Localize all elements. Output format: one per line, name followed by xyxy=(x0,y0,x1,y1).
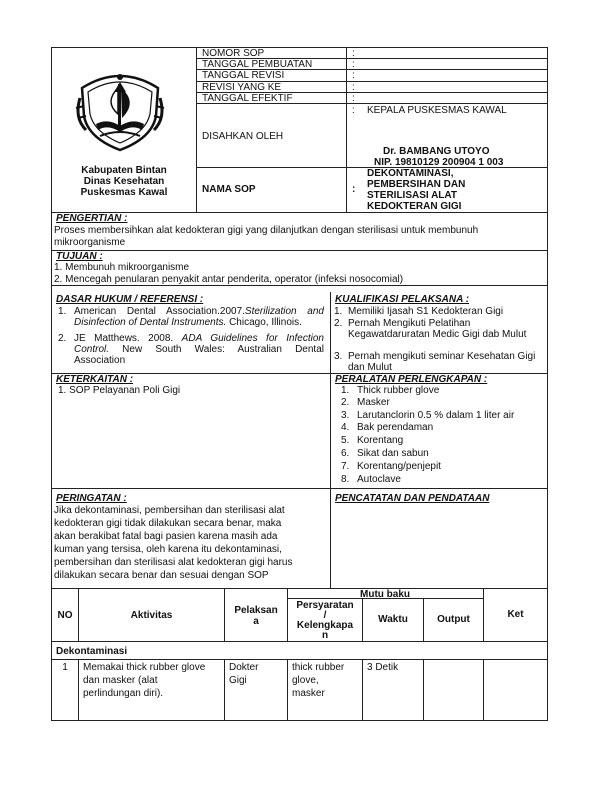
peralatan-item: Larutanclorin 0.5 % dalam 1 liter air xyxy=(357,410,515,421)
peralatan-item: Korentang/penjepit xyxy=(357,461,441,472)
col-line xyxy=(362,659,363,720)
col-header-output: Output xyxy=(437,614,470,625)
rule xyxy=(51,285,548,286)
nama-sop-line-1: DEKONTAMINASI, xyxy=(367,168,454,179)
column-divider xyxy=(330,292,331,588)
dasar-hukum-num-2: 2. xyxy=(58,333,67,344)
peralatan-num: 6. xyxy=(341,448,350,459)
kualifikasi-num-3: 3. xyxy=(334,351,343,362)
org-line-1: Kabupaten Bintan xyxy=(81,165,167,176)
meta-label-tanggal-revisi: TANGGAL REVISI xyxy=(202,70,285,81)
mutu-baku-header: Mutu baku xyxy=(360,589,410,600)
peralatan-num: 1. xyxy=(341,385,350,396)
header-divider-2 xyxy=(346,47,347,212)
ref-place: New South Wales: Australian Dental Association xyxy=(74,344,324,366)
meta-label-revisi-ke: REVISI YANG KE xyxy=(202,82,282,93)
meta-sep: : xyxy=(352,59,355,70)
peralatan-item: Thick rubber glove xyxy=(357,385,440,396)
pengertian-heading: PENGERTIAN : xyxy=(56,213,128,224)
peringatan-line: pembersihan dan sterilisasi alat kedokteran gigi harus xyxy=(54,557,293,568)
col-header-aktivitas: Aktivitas xyxy=(130,610,173,621)
peringatan-line: dilakukan secara benar dan sesuai dengan SOP xyxy=(54,570,269,581)
meta-label-tanggal-pembuatan: TANGGAL PEMBUATAN xyxy=(202,59,313,70)
keterkaitan-heading: KETERKAITAN : xyxy=(56,374,134,385)
peralatan-num: 5. xyxy=(341,435,350,446)
ref-title: ADA Guidelines for Infection Control. xyxy=(74,333,324,355)
border-top xyxy=(51,47,548,48)
approver-nip: NIP. 19810129 200904 1 003 xyxy=(374,157,504,168)
col-line xyxy=(423,659,424,720)
row-persyaratan-2: glove, xyxy=(292,675,319,686)
meta-sep: : xyxy=(352,48,355,59)
dasar-hukum-num-1: 1. xyxy=(58,306,67,317)
peringatan-line: kuman yang tersisa, oleh karena itu dekontaminasi, xyxy=(54,544,282,555)
col-line xyxy=(287,659,288,720)
kualifikasi-num-2: 2. xyxy=(334,318,343,329)
border-right xyxy=(547,47,548,721)
kualifikasi-item-2: Pernah Mengikuti Pelatihan Kegawatdaruratan Medic Gigi dab Mulut xyxy=(348,318,527,340)
col-header-pelaksana: Pelaksan xyxy=(234,605,278,616)
ref-place: Chicago, Illinois. xyxy=(226,317,302,328)
row-aktivitas-1: Memakai thick rubber glove xyxy=(83,662,206,673)
col-header-persyaratan: Persyaratan xyxy=(296,600,354,611)
row-waktu: 3 Detik xyxy=(367,662,399,673)
rule xyxy=(51,488,548,489)
kualifikasi-item-1: Memiliki Ijasah S1 Kedokteran Gigi xyxy=(348,306,504,317)
col-header-persyaratan-2: / xyxy=(323,610,327,621)
col-line xyxy=(224,659,225,720)
ref-author: American Dental Association.2007. xyxy=(74,306,245,317)
border-bottom xyxy=(51,720,548,721)
peralatan-num: 4. xyxy=(341,422,350,433)
kualifikasi-heading: KUALIFIKASI PELAKSANA : xyxy=(335,294,470,305)
header-divider xyxy=(196,47,197,212)
approver-title: KEPALA PUSKESMAS KAWAL xyxy=(367,105,507,116)
pencatatan-heading: PENCATATAN DAN PENDATAAN xyxy=(335,493,490,504)
peralatan-num: 3. xyxy=(341,410,350,421)
peringatan-heading: PERINGATAN : xyxy=(56,493,127,504)
ref-title: Sterilization and Disinfection of Dental Instruments. xyxy=(74,306,324,328)
tujuan-item-2: 2. Mencegah penularan penyakit antar penderita, operator (infeksi nosocomial) xyxy=(54,274,404,285)
peralatan-heading: PERALATAN PERLENGKAPAN : xyxy=(335,374,488,385)
nama-sop-sep: : xyxy=(352,184,356,195)
row-no: 1 xyxy=(62,662,68,673)
nama-sop-line-4: KEDOKTERAN GIGI xyxy=(367,201,462,212)
col-header-no: NO xyxy=(57,610,73,621)
peralatan-num: 2. xyxy=(341,397,350,408)
peralatan-item: Sikat dan sabun xyxy=(357,448,429,459)
meta-label-nomor: NOMOR SOP xyxy=(202,48,265,59)
col-header-persyaratan-4: n xyxy=(321,630,329,641)
row-pelaksana-1: Dokter xyxy=(229,662,259,673)
meta-sep: : xyxy=(352,70,355,81)
nama-sop-line-3: STERILISASI ALAT xyxy=(367,190,457,201)
tujuan-item-1: 1. Membunuh mikroorganisme xyxy=(54,262,190,273)
nama-sop-line-2: PEMBERSIHAN DAN xyxy=(367,179,466,190)
col-line xyxy=(78,659,79,720)
meta-sep: : xyxy=(352,93,355,104)
rule xyxy=(51,659,548,660)
section-dekontaminasi: Dekontaminasi xyxy=(56,646,128,657)
org-line-3: Puskesmas Kawal xyxy=(80,187,168,198)
peringatan-line: akan berakibat fatal bagi pasien karena masih ada xyxy=(54,531,278,542)
row-aktivitas-3: perlindungan diri). xyxy=(83,688,164,699)
peralatan-num: 8. xyxy=(341,474,350,485)
col-header-ket: Ket xyxy=(507,609,524,620)
ref-author: JE Matthews. 2008. xyxy=(74,333,182,344)
org-line-2: Dinas Kesehatan xyxy=(83,176,165,187)
dasar-hukum-item-2 xyxy=(74,333,324,366)
row-aktivitas-2: dan masker (alat xyxy=(83,675,158,686)
peralatan-item: Korentang xyxy=(357,435,404,446)
row-persyaratan-1: thick rubber xyxy=(292,662,345,673)
regency-emblem-icon xyxy=(72,58,168,154)
disahkan-sep: : xyxy=(352,105,355,116)
pengertian-text-2: mikroorganisme xyxy=(54,237,126,248)
disahkan-label: DISAHKAN OLEH xyxy=(202,131,284,142)
col-header-persyaratan-3: Kelengkapa xyxy=(296,620,354,631)
peringatan-line: Jika dekontaminasi, pembersihan dan sterilisasi alat xyxy=(54,505,285,516)
row-persyaratan-3: masker xyxy=(292,688,325,699)
peralatan-num: 7. xyxy=(341,461,350,472)
dasar-hukum-heading: DASAR HUKUM / REFERENSI : xyxy=(56,294,204,305)
peralatan-item: Masker xyxy=(357,397,390,408)
tujuan-heading: TUJUAN : xyxy=(56,251,103,262)
nama-sop-label: NAMA SOP xyxy=(202,184,256,195)
peralatan-item: Bak perendaman xyxy=(357,422,434,433)
kualifikasi-num-1: 1. xyxy=(334,306,343,317)
row-pelaksana-2: Gigi xyxy=(229,675,247,686)
meta-sep: : xyxy=(352,82,355,93)
dasar-hukum-item-1 xyxy=(74,306,324,328)
col-header-pelaksana-2: a xyxy=(253,616,259,627)
col-line xyxy=(483,659,484,720)
keterkaitan-item-1: 1. SOP Pelayanan Poli Gigi xyxy=(58,385,181,396)
meta-label-tanggal-efektif: TANGGAL EFEKTIF xyxy=(202,93,293,104)
col-header-waktu: Waktu xyxy=(378,614,408,625)
pengertian-text-1: Proses membersihkan alat kedokteran gigi yang dilanjutkan dengan sterilisasi untuk membunuh xyxy=(54,225,479,236)
approver-name: Dr. BAMBANG UTOYO xyxy=(383,146,490,157)
peringatan-line: kedokteran gigi tidak dilakukan secara benar, maka xyxy=(54,518,282,529)
rule xyxy=(51,250,548,251)
rule xyxy=(51,641,548,642)
kualifikasi-item-3: Pernah mengikuti seminar Kesehatan Gigi dan Mulut xyxy=(348,351,536,373)
peralatan-item: Autoclave xyxy=(357,474,401,485)
